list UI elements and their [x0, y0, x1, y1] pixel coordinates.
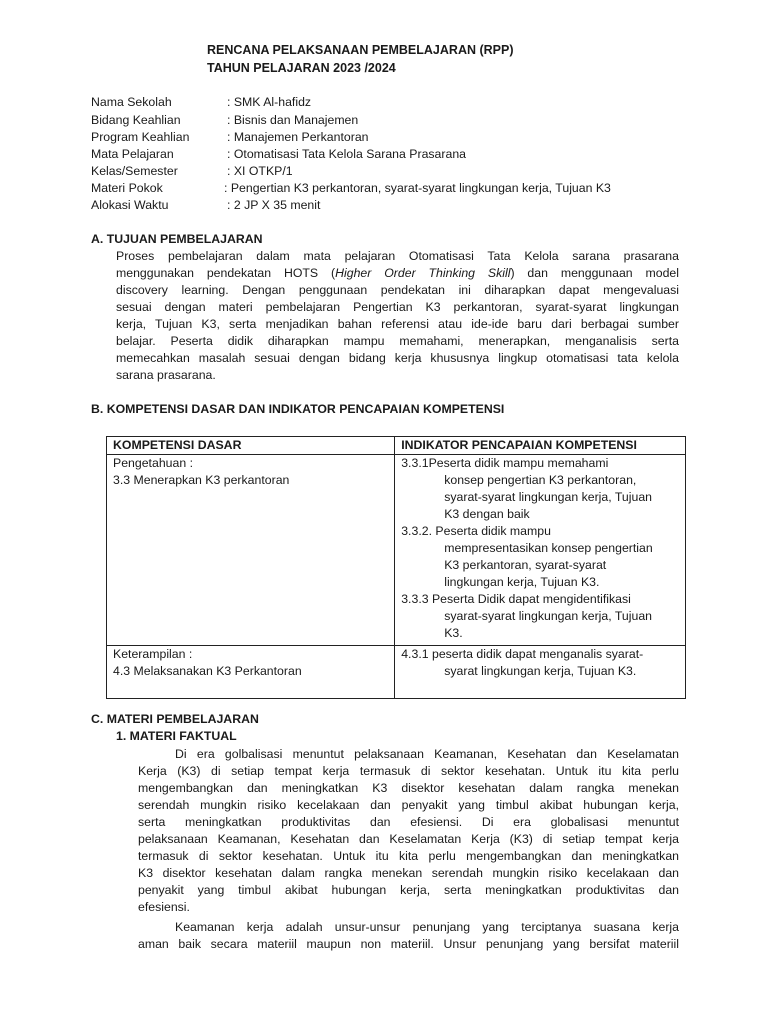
- column-header: KOMPETENSI DASAR: [107, 437, 395, 455]
- indicator-line: lingkungan kerja, Tujuan K3.: [444, 575, 600, 589]
- text-fragment: ) dan menggunaan model: [510, 266, 679, 280]
- indicator-line: K3 dengan baik: [444, 507, 530, 521]
- table-header-row: [107, 437, 686, 455]
- paragraph-line: kerja, Tujuan K3, serta menjadikan bahan referensi atau ide-ide baru dari berbagai sumber: [116, 317, 679, 331]
- subject-value: : Otomatisasi Tata Kelola Sarana Prasarana: [227, 147, 467, 161]
- kd-cell: [107, 646, 395, 699]
- school-name-value: : SMK Al-hafidz: [227, 95, 312, 109]
- indicator-line: 4.3.1 peserta didik dapat menganalis syarat-: [401, 647, 644, 661]
- paragraph-line: belajar. Peserta didik diharapkan mampu memahami, menerapkan, menganalisis serta: [116, 334, 679, 348]
- indicator-cell: [395, 646, 686, 699]
- paragraph-line: serendah mungkin risiko kecelakaan dan penyakit yang timbul akibat hubungan kerja,: [138, 798, 679, 812]
- indicator-line: 3.3.2. Peserta didik mampu: [401, 524, 551, 538]
- indicator-line: mempresentasikan konsep pengertian: [444, 541, 653, 555]
- class-label: Kelas/Semester: [91, 164, 178, 178]
- paragraph-line: Kerja (K3) di setiap tempat kerja termasuk di sektor kesehatan. Untuk itu kita perlu: [138, 764, 679, 778]
- table-row: [107, 646, 686, 699]
- table-row: [107, 455, 686, 646]
- school-name-label: Nama Sekolah: [91, 95, 172, 109]
- paragraph-line: Keamanan kerja adalah unsur-unsur penunjang yang terciptanya suasana kerja: [175, 920, 679, 934]
- paragraph-line: efesiensi.: [138, 900, 190, 914]
- competency-table: [106, 436, 686, 699]
- section-c-heading: C. MATERI PEMBELAJARAN: [91, 712, 259, 726]
- program-value: : Manajemen Perkantoran: [227, 130, 369, 144]
- paragraph-line: Di era golbalisasi menuntut pelaksanaan Keamanan, Kesehatan dan Keselamatan: [175, 747, 679, 761]
- kd-category: Keterampilan :: [113, 647, 193, 661]
- indicator-line: syarat-syarat lingkungan kerja, Tujuan: [444, 490, 653, 504]
- indicator-line: konsep pengertian K3 perkantoran,: [444, 473, 637, 487]
- paragraph-line: serta meningkatkan produktivitas dan efesiensi. Di era globalisasi menuntut: [138, 815, 679, 829]
- field-value: : Bisnis dan Manajemen: [227, 113, 359, 127]
- paragraph-line: sesuai dengan materi pembelajaran Pengertian K3 perkantoran, syarat-syarat lingkungan: [116, 300, 679, 314]
- kd-text: 4.3 Melaksanakan K3 Perkantoran: [113, 664, 302, 678]
- paragraph-line: discovery learning. Dengan penggunaan pendekatan ini diharapkan dapat mengevaluasi: [116, 283, 679, 297]
- paragraph-line: sarana prasarana.: [116, 368, 216, 382]
- factual-material-heading: 1. MATERI FAKTUAL: [116, 729, 237, 743]
- program-label: Program Keahlian: [91, 130, 190, 144]
- paragraph-line: penyakit yang timbul akibat hubungan kerja, serta meningkatkan produktivitas dan: [138, 883, 679, 897]
- factual-paragraph-1: [138, 746, 679, 916]
- paragraph-line: memecahkan masalah sesuai dengan bidang kerja khususnya lingkup otomatisasi tata kelola: [116, 351, 679, 365]
- column-header: INDIKATOR PENCAPAIAN KOMPETENSI: [395, 437, 686, 455]
- document-title: RENCANA PELAKSANAAN PEMBELAJARAN (RPP): [207, 43, 514, 57]
- paragraph-line: aman baik secara materiil maupun non materiil. Unsur penunjang yang bersifat materiil: [138, 937, 679, 951]
- paragraph-line: mengembangkan dan meningkatkan K3 disektor kesehatan dalam rangka menekan: [138, 781, 679, 795]
- indicator-line: 3.3.1Peserta didik mampu memahami: [401, 456, 609, 470]
- class-value: : XI OTKP/1: [227, 164, 293, 178]
- topic-label: Materi Pokok: [91, 181, 163, 195]
- paragraph-line: K3 disektor kesehatan dalam rangka menekan serendah mungkin risiko kecelakaan dan: [138, 866, 679, 880]
- text-fragment-italic: Higher Order Thinking Skill: [335, 266, 511, 280]
- kd-category: Pengetahuan :: [113, 456, 194, 470]
- factual-paragraph-2: [138, 919, 679, 953]
- indicator-cell: [395, 455, 686, 646]
- kd-cell: [107, 455, 395, 646]
- paragraph-line: Proses pembelajaran dalam mata pelajaran Otomatisasi Tata Kelola sarana prasarana: [116, 249, 679, 263]
- kd-text: 3.3 Menerapkan K3 perkantoran: [113, 473, 290, 487]
- academic-year: TAHUN PELAJARAN 2023 /2024: [207, 61, 396, 75]
- section-b-heading: B. KOMPETENSI DASAR DAN INDIKATOR PENCAPAIAN KOMPETENSI: [91, 402, 505, 416]
- topic-value: : Pengertian K3 perkantoran, syarat-syarat lingkungan kerja, Tujuan K3: [224, 181, 611, 195]
- time-value: : 2 JP X 35 menit: [227, 198, 321, 212]
- field-label: Bidang Keahlian: [91, 113, 181, 127]
- section-a-paragraph: [116, 248, 679, 384]
- time-label: Alokasi Waktu: [91, 198, 169, 212]
- subject-label: Mata Pelajaran: [91, 147, 174, 161]
- paragraph-line: [116, 265, 679, 282]
- indicator-line: K3 perkantoran, syarat-syarat: [444, 558, 607, 572]
- indicator-line: K3.: [444, 626, 463, 640]
- indicator-line: 3.3.3 Peserta Didik dapat mengidentifikasi: [401, 592, 631, 606]
- section-a-heading: A. TUJUAN PEMBELAJARAN: [91, 232, 263, 246]
- paragraph-line: termasuk di sektor kesehatan. Untuk itu kita perlu mengembangkan dan meningkatkan: [138, 849, 679, 863]
- text-fragment: menggunakan pendekatan HOTS (: [116, 266, 336, 280]
- indicator-line: syarat lingkungan kerja, Tujuan K3.: [444, 664, 637, 678]
- indicator-line: syarat-syarat lingkungan kerja, Tujuan: [444, 609, 653, 623]
- paragraph-line: pelaksanaan Keamanan, Kesehatan dan Keselamatan Kerja (K3) di setiap tempat kerja: [138, 832, 679, 846]
